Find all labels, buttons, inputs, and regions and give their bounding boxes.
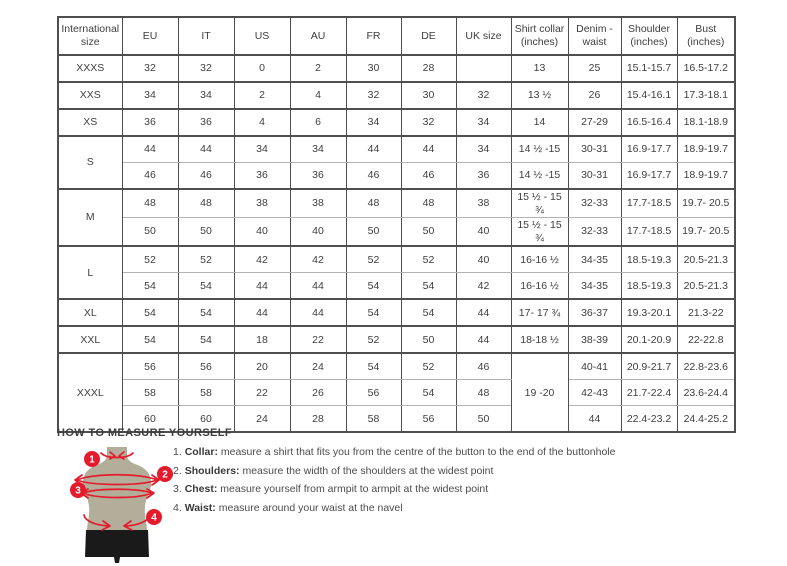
- cell: 36: [234, 163, 290, 190]
- cell: 15.4-16.1: [621, 82, 677, 109]
- cell: 56: [401, 406, 456, 433]
- cell: 20: [234, 353, 290, 380]
- cell: 18.9-19.7: [677, 163, 735, 190]
- cell: 2: [290, 55, 346, 82]
- cell: 54: [122, 326, 178, 353]
- measure-badge-4: [146, 509, 162, 525]
- table-row: [58, 380, 735, 406]
- cell: 30-31: [568, 163, 621, 190]
- cell: 44: [122, 136, 178, 163]
- cell: 18.9-19.7: [677, 136, 735, 163]
- column-header: Denim - waist: [568, 17, 621, 55]
- cell: 48: [178, 189, 234, 218]
- cell: 44: [346, 136, 401, 163]
- cell: 24: [290, 353, 346, 380]
- cell: 14 ½ -15: [511, 163, 568, 190]
- cell: 54: [346, 273, 401, 300]
- cell: 44: [290, 299, 346, 326]
- cell: 60: [122, 406, 178, 433]
- cell: 36: [178, 109, 234, 136]
- cell: 18.5-19.3: [621, 246, 677, 273]
- badge-number: 2: [162, 469, 168, 481]
- cell: 16-16 ½: [511, 273, 568, 300]
- cell: 18: [234, 326, 290, 353]
- step-text: measure yourself from armpit to armpit at the widest point: [220, 483, 489, 496]
- cell: 22.4-23.2: [621, 406, 677, 433]
- cell: 38-39: [568, 326, 621, 353]
- table-row: [58, 246, 735, 273]
- step-number: 1.: [173, 446, 182, 458]
- measure-step: [173, 446, 733, 459]
- cell: 30: [346, 55, 401, 82]
- cell: 36-37: [568, 299, 621, 326]
- cell: 52: [401, 246, 456, 273]
- cell: 46: [346, 163, 401, 190]
- size-label-cell: XXXS: [58, 55, 122, 82]
- cell: 0: [234, 55, 290, 82]
- table-row: [58, 189, 735, 218]
- size-label-cell: L: [58, 246, 122, 299]
- cell: 4: [290, 82, 346, 109]
- cell: 44: [234, 273, 290, 300]
- cell: 50: [346, 218, 401, 247]
- table-header-row: [58, 17, 735, 55]
- size-label-cell: S: [58, 136, 122, 189]
- cell: 46: [401, 163, 456, 190]
- cell: 44: [456, 299, 511, 326]
- step-number: 4.: [173, 501, 182, 514]
- cell: 42: [234, 246, 290, 273]
- cell: 36: [122, 109, 178, 136]
- cell: 34: [122, 82, 178, 109]
- measure-step: [173, 502, 733, 515]
- cell: 54: [346, 353, 401, 380]
- cell: 38: [290, 189, 346, 218]
- step-label: Waist:: [184, 501, 216, 514]
- cell: 19.3-20.1: [621, 299, 677, 326]
- cell: 19 -20: [511, 353, 568, 432]
- cell: 13: [511, 55, 568, 82]
- cell: 16.5-17.2: [677, 55, 735, 82]
- cell: 48: [456, 380, 511, 406]
- cell: 36: [290, 163, 346, 190]
- cell: 34: [456, 136, 511, 163]
- column-header: Bust (inches): [677, 17, 735, 55]
- cell: 52: [178, 246, 234, 273]
- cell: 54: [178, 326, 234, 353]
- cell: 6: [290, 109, 346, 136]
- cell: 48: [346, 189, 401, 218]
- cell: 4: [234, 109, 290, 136]
- cell: 13 ½: [511, 82, 568, 109]
- cell: 17.3-18.1: [677, 82, 735, 109]
- cell: 16.5-16.4: [621, 109, 677, 136]
- cell: 46: [122, 163, 178, 190]
- cell: 17.7-18.5: [621, 218, 677, 247]
- cell: 16.9-17.7: [621, 136, 677, 163]
- cell: 50: [401, 218, 456, 247]
- size-label-cell: XS: [58, 109, 122, 136]
- measure-badge-2: [157, 466, 173, 482]
- cell: 18.5-19.3: [621, 273, 677, 300]
- cell: 30-31: [568, 136, 621, 163]
- cell: 44: [178, 136, 234, 163]
- table-row: [58, 299, 735, 326]
- step-number: 3.: [173, 483, 182, 496]
- cell: 58: [346, 406, 401, 433]
- column-header: US: [234, 17, 290, 55]
- size-label-cell: XXXL: [58, 353, 122, 432]
- step-label: Collar:: [184, 446, 218, 458]
- step-text: measure the width of the shoulders at the widest point: [242, 464, 494, 477]
- cell: 15 ½ - 15 ¾: [511, 218, 568, 247]
- cell: 17- 17 ¾: [511, 299, 568, 326]
- badge-number: 4: [151, 512, 157, 524]
- cell: 42: [290, 246, 346, 273]
- cell: 54: [178, 273, 234, 300]
- badge-number: 3: [75, 485, 81, 497]
- table-row: [58, 82, 735, 109]
- cell: 52: [401, 353, 456, 380]
- cell: 19.7- 20.5: [677, 189, 735, 218]
- step-label: Chest:: [184, 483, 218, 496]
- cell: 56: [178, 353, 234, 380]
- table-row: [58, 353, 735, 380]
- size-label-cell: XXL: [58, 326, 122, 353]
- column-header: IT: [178, 17, 234, 55]
- cell: 32: [401, 109, 456, 136]
- cell: 54: [178, 299, 234, 326]
- cell: 50: [401, 326, 456, 353]
- column-header: Shirt collar (inches): [511, 17, 568, 55]
- cell: 34: [346, 109, 401, 136]
- column-header: EU: [122, 17, 178, 55]
- step-text: measure around your waist at the navel: [218, 501, 403, 514]
- cell: 32: [346, 82, 401, 109]
- cell: 22: [234, 380, 290, 406]
- measure-step: [173, 465, 733, 478]
- table-body: [58, 55, 735, 432]
- cell: 16.9-17.7: [621, 163, 677, 190]
- cell: 22: [290, 326, 346, 353]
- cell: 18-18 ½: [511, 326, 568, 353]
- cell: 27-29: [568, 109, 621, 136]
- column-header: UK size: [456, 17, 511, 55]
- measure-section-heading: HOW TO MEASURE YOURSELF: [57, 427, 233, 439]
- cell: 54: [401, 380, 456, 406]
- cell: 32-33: [568, 218, 621, 247]
- cell: 34-35: [568, 246, 621, 273]
- cell: 21.3-22: [677, 299, 735, 326]
- measure-step: [173, 483, 733, 496]
- cell: 54: [122, 299, 178, 326]
- cell: 20.9-21.7: [621, 353, 677, 380]
- cell: 21.7-22.4: [621, 380, 677, 406]
- cell: 46: [178, 163, 234, 190]
- cell: 52: [122, 246, 178, 273]
- table-row: [58, 273, 735, 300]
- column-header: AU: [290, 17, 346, 55]
- cell: 34: [290, 136, 346, 163]
- cell: 42: [456, 273, 511, 300]
- size-label-cell: M: [58, 189, 122, 246]
- cell: 46: [456, 353, 511, 380]
- badge-number: 1: [89, 454, 95, 466]
- table-row: [58, 136, 735, 163]
- cell: 52: [346, 326, 401, 353]
- cell: 34-35: [568, 273, 621, 300]
- cell: 32-33: [568, 189, 621, 218]
- size-label-cell: XXS: [58, 82, 122, 109]
- column-header: International size: [58, 17, 122, 55]
- cell: 30: [401, 82, 456, 109]
- cell: 50: [122, 218, 178, 247]
- cell: 15.1-15.7: [621, 55, 677, 82]
- cell: 42-43: [568, 380, 621, 406]
- cell: 20.5-21.3: [677, 246, 735, 273]
- column-header: Shoulder (inches): [621, 17, 677, 55]
- cell: 50: [178, 218, 234, 247]
- cell: 44: [234, 299, 290, 326]
- column-header: DE: [401, 17, 456, 55]
- cell: 36: [456, 163, 511, 190]
- cell: 15 ½ - 15 ¾: [511, 189, 568, 218]
- cell: 40: [456, 246, 511, 273]
- cell: 19.7- 20.5: [677, 218, 735, 247]
- cell: 28: [290, 406, 346, 433]
- cell: 52: [346, 246, 401, 273]
- measure-badge-3: [70, 482, 86, 498]
- size-label-cell: XL: [58, 299, 122, 326]
- cell: 26: [568, 82, 621, 109]
- cell: 58: [178, 380, 234, 406]
- measure-steps-list: [173, 446, 733, 520]
- size-chart-table: [57, 16, 736, 433]
- cell: [456, 55, 511, 82]
- column-header: FR: [346, 17, 401, 55]
- cell: 54: [122, 273, 178, 300]
- cell: 44: [456, 326, 511, 353]
- step-label: Shoulders:: [184, 464, 240, 477]
- cell: 23.6-24.4: [677, 380, 735, 406]
- cell: 14: [511, 109, 568, 136]
- cell: 22.8-23.6: [677, 353, 735, 380]
- cell: 44: [290, 273, 346, 300]
- cell: 48: [401, 189, 456, 218]
- measure-badge-1: [84, 451, 100, 467]
- cell: 34: [234, 136, 290, 163]
- cell: 32: [456, 82, 511, 109]
- cell: 34: [178, 82, 234, 109]
- cell: 40: [290, 218, 346, 247]
- cell: 14 ½ -15: [511, 136, 568, 163]
- table-row: [58, 163, 735, 190]
- table-row: [58, 55, 735, 82]
- cell: 24.4-25.2: [677, 406, 735, 433]
- cell: 16-16 ½: [511, 246, 568, 273]
- cell: 44: [568, 406, 621, 433]
- cell: 24: [234, 406, 290, 433]
- cell: 20.5-21.3: [677, 273, 735, 300]
- cell: 18.1-18.9: [677, 109, 735, 136]
- cell: 56: [346, 380, 401, 406]
- table-row: [58, 109, 735, 136]
- step-number: 2.: [173, 464, 182, 477]
- cell: 58: [122, 380, 178, 406]
- cell: 50: [456, 406, 511, 433]
- cell: 34: [456, 109, 511, 136]
- mannequin-shorts: [85, 530, 149, 563]
- cell: 32: [178, 55, 234, 82]
- cell: 60: [178, 406, 234, 433]
- cell: 26: [290, 380, 346, 406]
- step-text: measure a shirt that fits you from the centre of the button to the end of the buttonhole: [220, 446, 616, 458]
- cell: 48: [122, 189, 178, 218]
- cell: 40: [234, 218, 290, 247]
- cell: 54: [401, 299, 456, 326]
- cell: 20.1-20.9: [621, 326, 677, 353]
- cell: 17.7-18.5: [621, 189, 677, 218]
- cell: 56: [122, 353, 178, 380]
- cell: 38: [234, 189, 290, 218]
- cell: 54: [401, 273, 456, 300]
- table-row: [58, 218, 735, 247]
- table-row: [58, 326, 735, 353]
- cell: 25: [568, 55, 621, 82]
- cell: 22-22.8: [677, 326, 735, 353]
- cell: 40-41: [568, 353, 621, 380]
- cell: 38: [456, 189, 511, 218]
- cell: 28: [401, 55, 456, 82]
- cell: 44: [401, 136, 456, 163]
- cell: 40: [456, 218, 511, 247]
- cell: 2: [234, 82, 290, 109]
- cell: 54: [346, 299, 401, 326]
- cell: 32: [122, 55, 178, 82]
